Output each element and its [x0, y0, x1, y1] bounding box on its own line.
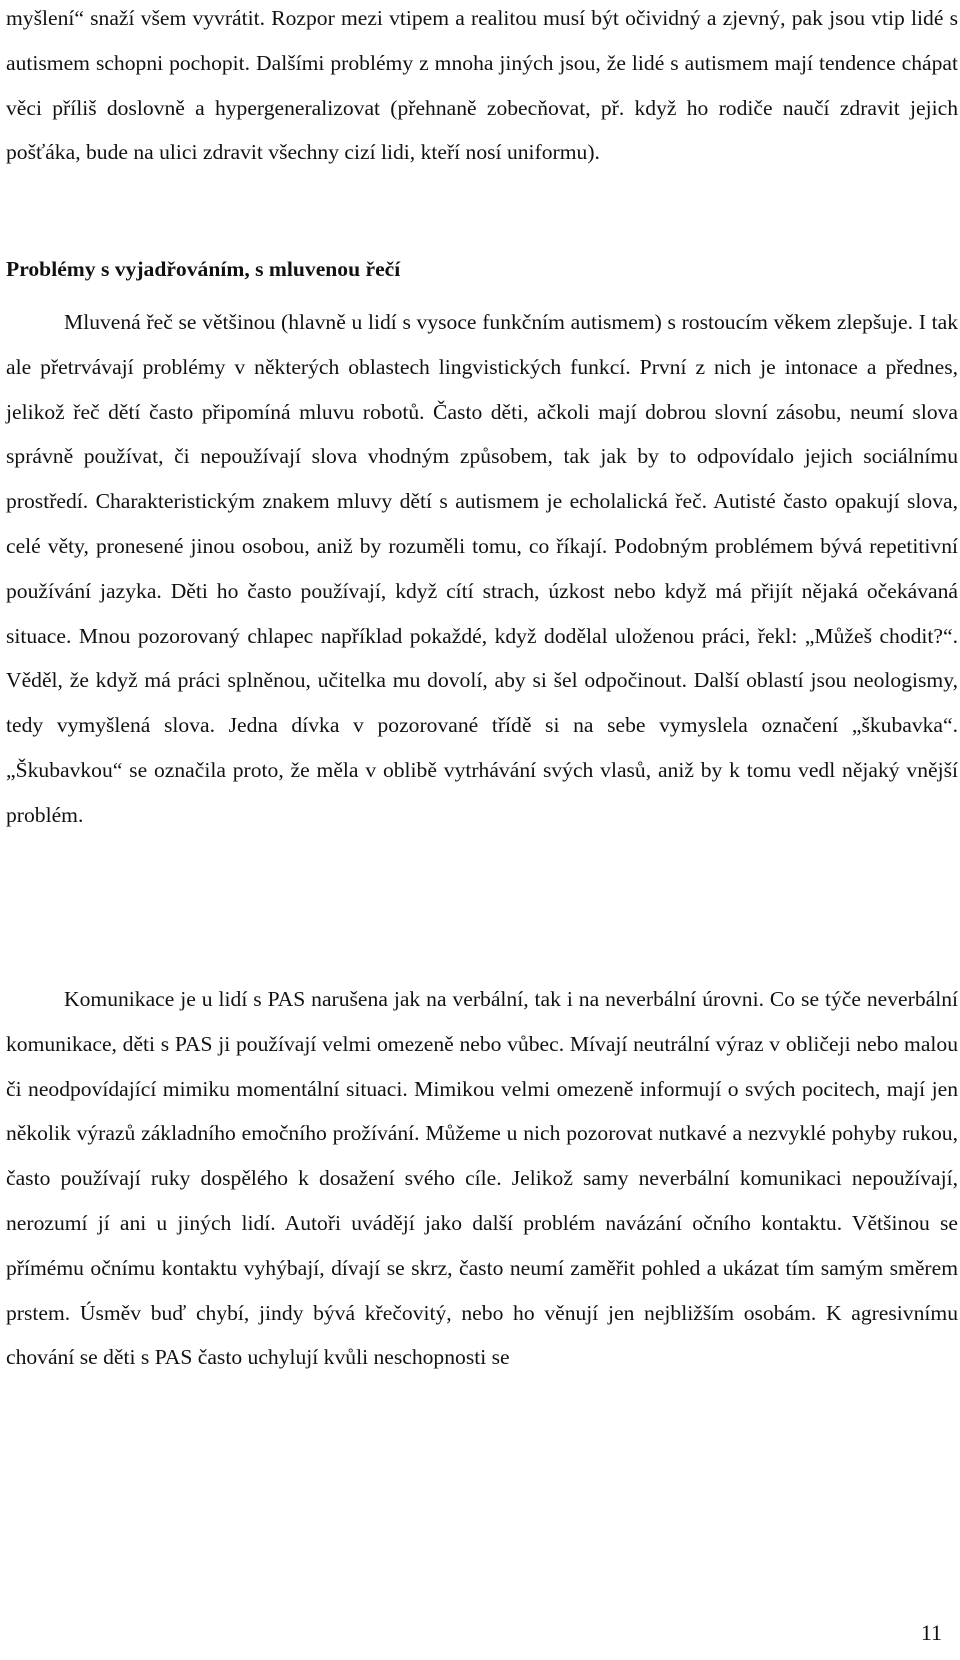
page-number: 11	[920, 1620, 942, 1645]
paragraph-2: Mluvená řeč se většinou (hlavně u lidí s vysoce funkčním autismem) s rostoucím věkem zlepšuje. I tak ale přetrvávají problémy v některých oblastech lingvistických funkcí. První z nich je intonace a přednes, jelikož řeč dětí často připomíná mluvu robotů. Často děti, ačkoli mají dobrou slovní zásobu, neumí slova správně používat, či nepoužívají slova vhodným způsobem, tak jak by to odpovídalo jejich sociálnímu prostředí. Charakteristickým znakem mluvy dětí s autismem je echolalická řeč. Autisté často opakují slova, celé věty, pronesené jinou osobou, aniž by rozuměli tomu, co říkají. Podobným problémem bývá repetitivní používání jazyka. Děti ho často používají, když cítí strach, úzkost nebo když má přijít nějaká očekávaná situace. Mnou pozorovaný chlapec například pokaždé, když dodělal uloženou práci, řekl: „Můžeš chodit?“. Věděl, že když má práci splněnou, učitelka mu dovolí, aby si šel odpočinout. Další oblastí jsou neologismy, tedy vymyšlená slova. Jedna dívka v pozorované třídě si na sebe vymyslela označení „škubavka“. „Škubavkou“ se označila proto, že měla v oblibě vytrhávání svých vlasů, aniž by k tomu vedl nějaký vnější problém.	[6, 310, 958, 827]
paragraph-3: Komunikace je u lidí s PAS narušena jak na verbální, tak i na neverbální úrovni. Co se týče neverbální komunikace, děti s PAS ji používají velmi omezeně nebo vůbec. Mívají neutrální výraz v obličeji nebo malou či neodpovídající mimiku momentální situaci. Mimikou velmi omezeně informují o svých pocitech, mají jen několik výrazů základního emočního prožívání. Můžeme u nich pozorovat nutkavé a nezvyklé pohyby rukou, často používají ruky dospělého k dosažení svého cíle. Jelikož samy neverbální komunikaci nepoužívají, nerozumí jí ani u jiných lidí. Autoři uvádějí jako další problém navázání očního kontaktu. Většinou se přímému očnímu kontaktu vyhýbají, dívají se skrz, často neumí zaměřit pohled a ukázat tím samým směrem prstem. Úsměv buď chybí, jindy bývá křečovitý, nebo ho věnují jen nejbližším osobám. K agresivnímu chování se děti s PAS často uchylují kvůli neschopnosti se	[6, 987, 958, 1370]
paragraph-1: myšlení“ snaží všem vyvrátit. Rozpor mezi vtipem a realitou musí být očividný a zjevný, pak jsou vtip lidé s autismem schopni pochopit. Dalšími problémy z mnoha jiných jsou, že lidé s autismem mají tendence chápat věci příliš doslovně a hypergeneralizovat (přehnaně zobecňovat, př. když ho rodiče naučí zdravit jejich pošťáka, bude na ulici zdravit všechny cizí lidi, kteří nosí uniformu).	[6, 6, 958, 165]
section-heading: Problémy s vyjadřováním, s mluvenou řečí	[6, 257, 401, 281]
